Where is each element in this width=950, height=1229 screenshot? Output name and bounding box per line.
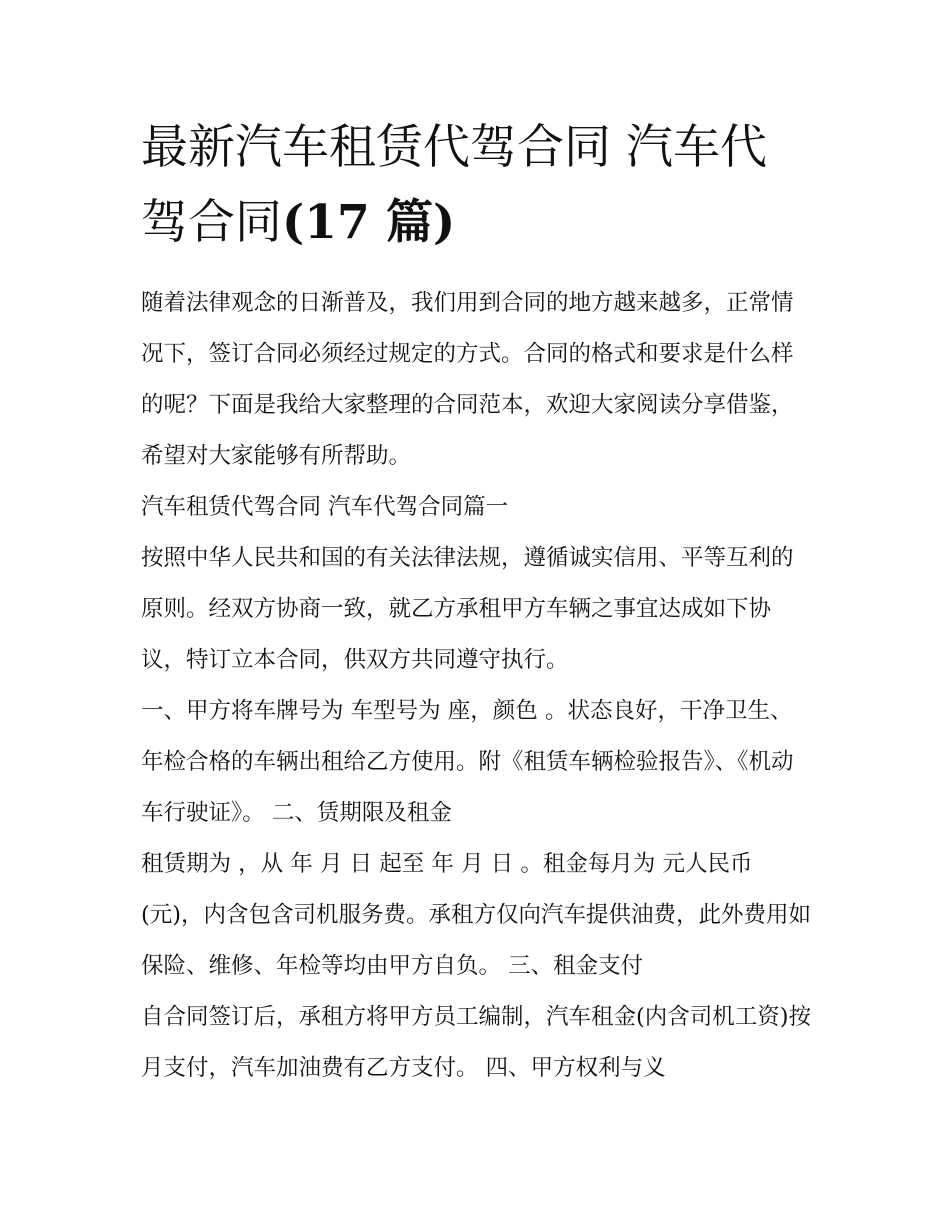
- contract-paragraph: 租赁期为 ，从 年 月 日 起至 年 月 日 。租金每月为 元人民币(元)，内含包含司机服务费。承租方仅向汽车提供油费，此外费用如保险、维修、年检等均由甲方自负。 三、租金支付: [141, 851, 812, 979]
- contract-paragraph: 自合同签订后，承租方将甲方员工编制，汽车租金(内含司机工资)按月支付，汽车加油费有乙方支付。 四、甲方权利与义: [141, 1004, 812, 1081]
- section-heading: 汽车租赁代驾合同 汽车代驾合同篇一: [141, 494, 509, 520]
- document-title-main: 最新汽车租赁代驾合同 汽车代驾合同: [141, 120, 767, 250]
- document-body: [141, 110, 813, 1094]
- document-title: [141, 110, 813, 260]
- document-title-suffix: (17 篇): [282, 195, 456, 250]
- intro-paragraph: 随着法律观念的日渐普及，我们用到合同的地方越来越多，正常情况下，签订合同必须经过规定的方式。合同的格式和要求是什么样的呢？下面是我给大家整理的合同范本，欢迎大家阅读分享借鉴，希望对大家能够有所帮助。: [141, 290, 794, 469]
- contract-paragraph: 一、甲方将车牌号为 车型号为 座，颜色 。状态良好，干净卫生、年检合格的车辆出租给乙方使用。附《租赁车辆检验报告》、《机动车行驶证》。 二、赁期限及租金: [141, 698, 794, 826]
- contract-paragraph: 按照中华人民共和国的有关法律法规，遵循诚实信用、平等互利的原则。经双方协商一致，就乙方承租甲方车辆之事宜达成如下协议，特订立本合同，供双方共同遵守执行。: [141, 545, 794, 673]
